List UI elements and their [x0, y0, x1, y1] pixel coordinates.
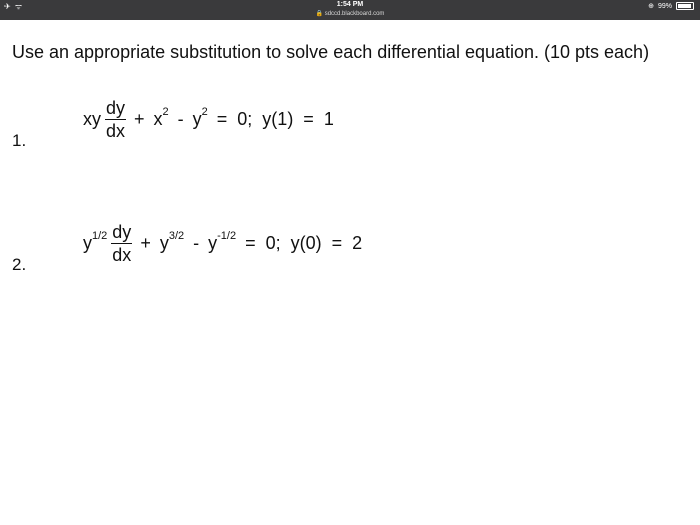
status-bar: [0, 0, 700, 20]
eq1-term3: $y^2$: [192, 106, 208, 129]
problem-1-number: 1.: [12, 131, 27, 150]
url-text: sdccd.blackboard.com: [324, 11, 385, 17]
problem-1-equation: [83, 98, 334, 141]
problem-2-equation: [83, 222, 362, 265]
problem-2-number: 2.: [12, 255, 27, 274]
battery-percent: 99%: [657, 2, 672, 10]
status-right: [648, 2, 694, 10]
eq1-rest: = 0; y(1) = 1: [216, 109, 334, 129]
eq2-frac-bottom: dx: [112, 245, 132, 265]
instructions-text: Use an appropriate substitution to solve each differential equation. (10 pts each): [12, 42, 650, 62]
address-url[interactable]: [0, 10, 700, 17]
battery-icon: [676, 2, 694, 10]
eq2-plus: +: [140, 233, 151, 253]
eq2-minus: -: [193, 233, 200, 253]
eq1-frac-bottom: dx: [106, 121, 126, 141]
status-time: 1:54 PM: [336, 1, 364, 8]
eq2-derivative: [111, 222, 132, 265]
eq1-plus: +: [134, 109, 145, 129]
eq1-derivative: [105, 98, 126, 141]
lock-icon: 🔒: [315, 11, 324, 17]
eq2-frac-top: dy: [112, 222, 132, 242]
airplane-wifi-icon: ✈ ᯤ: [4, 2, 24, 11]
eq1-minus: -: [177, 109, 184, 129]
eq1-term2: $x^2$: [153, 106, 169, 129]
eq1-frac-top: dy: [106, 98, 126, 118]
orientation-lock-icon: ⊕: [648, 3, 654, 10]
eq2-term2: $y^{3/2}$: [159, 230, 185, 253]
eq2-term3: $y^{-1/2}$: [208, 230, 237, 253]
eq2-prefix: $y^{1/2}$: [83, 230, 108, 253]
eq1-prefix: xy: [83, 109, 101, 129]
eq2-rest: = 0; y(0) = 2: [245, 233, 363, 253]
